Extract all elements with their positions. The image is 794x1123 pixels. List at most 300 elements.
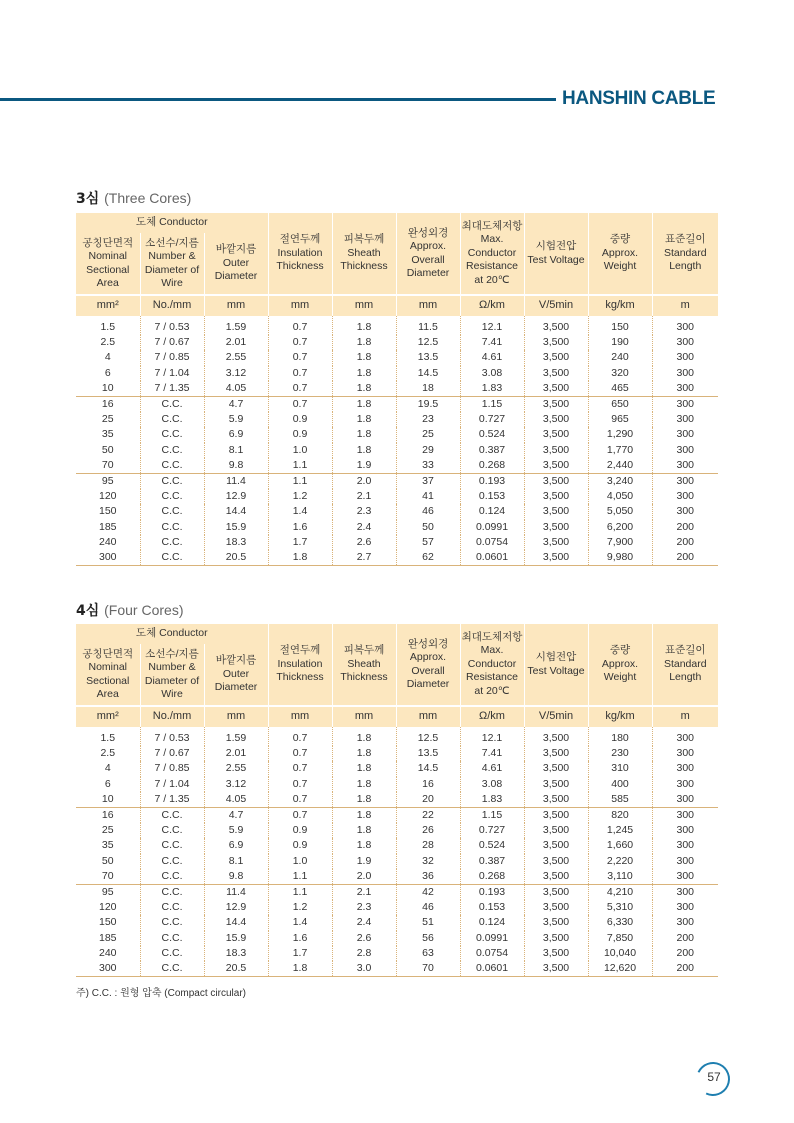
table-cell: 1.8 [332, 412, 396, 427]
table-cell: 0.524 [460, 427, 524, 442]
table-cell: 46 [396, 900, 460, 915]
table-cell: 50 [101, 443, 114, 456]
table-cell: 0.0754 [460, 535, 524, 550]
table-cell: 3.08 [460, 366, 524, 381]
table-cell: 3,500 [524, 727, 588, 746]
unit-cell: mm [332, 706, 396, 727]
table-cell: 1,290 [588, 427, 652, 442]
table-cell: 1.1 [268, 869, 332, 885]
table-cell: 1.7 [268, 946, 332, 961]
table-cell: 3,500 [524, 381, 588, 397]
table-cell: 5,050 [588, 504, 652, 519]
table-cell: 200 [652, 946, 718, 961]
table-cell: 32 [396, 854, 460, 869]
table-cell: 965 [588, 412, 652, 427]
table-cell: 0.7 [268, 381, 332, 397]
table-cell: 7.41 [460, 335, 524, 350]
table-cell: 3,500 [524, 535, 588, 550]
table-cell: 1.2 [268, 489, 332, 504]
table-cell: 1.83 [460, 792, 524, 808]
page-number: 57 [707, 1070, 721, 1084]
table-row [76, 961, 718, 977]
table-cell: 7 / 1.04 [140, 366, 204, 381]
table-cell: 1.8 [332, 838, 396, 853]
table-cell: 9.8 [204, 869, 268, 885]
unit-cell: mm [396, 295, 460, 316]
table-cell: 2.6 [332, 535, 396, 550]
table-cell: 3,500 [524, 335, 588, 350]
table-cell: C.C. [140, 443, 204, 458]
table-cell: 41 [396, 489, 460, 504]
resistance-header: 최대도체저항 Max. Conductor Resistance at 20℃ [460, 213, 524, 295]
unit-cell: m [652, 706, 718, 727]
table-cell: 650 [588, 397, 652, 413]
table-cell: 16 [76, 808, 140, 824]
table-cell: 2.1 [332, 489, 396, 504]
unit-cell: No./mm [140, 295, 204, 316]
table-cell: 3,500 [524, 520, 588, 535]
table-cell: 0.7 [268, 727, 332, 746]
table-cell: C.C. [140, 504, 204, 519]
table-cell: 3,500 [524, 777, 588, 792]
table-row [76, 727, 718, 746]
test-voltage-header: 시험전압 Test Voltage [524, 213, 588, 295]
table-cell: 2.3 [332, 504, 396, 519]
unit-cell: mm [204, 295, 268, 316]
table-cell: 3,500 [524, 900, 588, 915]
table-cell: 200 [652, 520, 718, 535]
wire-header: 소선수/지름 Number & Diameter of Wire [140, 233, 204, 295]
table-cell: 1.8 [332, 746, 396, 761]
table-cell: 14.4 [204, 915, 268, 930]
table-cell: 4.61 [460, 350, 524, 365]
table-cell: 3,500 [524, 854, 588, 869]
table-row [76, 427, 718, 442]
table-cell: 6 [104, 777, 111, 790]
table-cell: 240 [98, 946, 117, 959]
table-cell: 1,770 [588, 443, 652, 458]
table-cell: C.C. [140, 838, 204, 853]
table-cell: 1.8 [332, 727, 396, 746]
table-row [76, 397, 718, 413]
sheath-header: 피복두께 Sheath Thickness [332, 213, 396, 295]
table-cell: 465 [588, 381, 652, 397]
table-cell: 300 [652, 915, 718, 930]
table-cell: 25 [101, 824, 114, 837]
table-cell: 1.8 [332, 823, 396, 838]
table-cell: 0.9 [268, 838, 332, 853]
wire-header: 소선수/지름 Number & Diameter of Wire [140, 644, 204, 706]
table-cell: 0.124 [460, 915, 524, 930]
table-cell: C.C. [140, 946, 204, 961]
table-cell: 23 [396, 412, 460, 427]
footnote: 주) C.C. : 원형 압축 (Compact circular) [76, 988, 246, 999]
table-cell: 300 [652, 761, 718, 776]
table-cell: 2.5 [100, 747, 116, 760]
table-cell: 70 [101, 869, 114, 882]
table-cell: 0.7 [268, 808, 332, 824]
table-cell: 300 [652, 900, 718, 915]
unit-cell: mm² [76, 706, 140, 727]
table-cell: 18.3 [204, 946, 268, 961]
unit-cell: kg/km [588, 706, 652, 727]
table-cell: 0.7 [268, 316, 332, 335]
table-cell: 1.8 [332, 777, 396, 792]
table-row [76, 412, 718, 427]
table-cell: 1,660 [588, 838, 652, 853]
table-cell: 3.0 [332, 961, 396, 977]
table-cell: 2.01 [204, 335, 268, 350]
table-cell: 300 [652, 366, 718, 381]
table-cell: 0.153 [460, 900, 524, 915]
table-cell: 240 [588, 350, 652, 365]
length-header: 표준길이 Standard Length [652, 624, 718, 706]
table-cell: 14.4 [204, 504, 268, 519]
table-cell: 310 [588, 761, 652, 776]
table-cell: 15.9 [204, 931, 268, 946]
table-cell: 585 [588, 792, 652, 808]
table-cell: 300 [652, 854, 718, 869]
table-cell: 7 / 0.53 [140, 316, 204, 335]
table-cell: C.C. [140, 458, 204, 474]
table-cell: 0.193 [460, 885, 524, 901]
table-cell: 35 [101, 428, 114, 441]
table-row [76, 900, 718, 915]
table-cell: 300 [652, 427, 718, 442]
table-cell: 56 [396, 931, 460, 946]
table-row [76, 746, 718, 761]
table-cell: 28 [396, 838, 460, 853]
table-row [76, 474, 718, 490]
conductor-group-header: 도체 Conductor [76, 213, 268, 233]
table-cell: 1.1 [268, 885, 332, 901]
table-cell: 2.7 [332, 550, 396, 566]
table-cell: 0.7 [268, 335, 332, 350]
outer-diameter-header: 바깥지름 Outer Diameter [204, 644, 268, 706]
table-cell: 1.4 [268, 504, 332, 519]
table-row [76, 885, 718, 901]
table-cell: 57 [396, 535, 460, 550]
table-cell: 7,850 [588, 931, 652, 946]
table-cell: 1.0 [268, 443, 332, 458]
table-cell: 185 [98, 520, 117, 533]
table-cell: 33 [396, 458, 460, 474]
table-cell: C.C. [140, 869, 204, 885]
table-cell: 300 [76, 961, 140, 977]
table-cell: 7 / 0.85 [140, 761, 204, 776]
table-cell: 1.8 [332, 443, 396, 458]
table-cell: 4,210 [588, 885, 652, 901]
table-cell: 95 [76, 474, 140, 490]
table-cell: 3,500 [524, 316, 588, 335]
table-cell: 0.7 [268, 397, 332, 413]
table-cell: 2.0 [332, 869, 396, 885]
table-cell: 300 [652, 397, 718, 413]
table-row [76, 777, 718, 792]
table-cell: 12.1 [460, 316, 524, 335]
table-cell: 50 [396, 520, 460, 535]
header-rule [0, 98, 556, 101]
table-cell: 2.5 [100, 336, 116, 349]
table-cell: 3,500 [524, 504, 588, 519]
table-cell: 2.4 [332, 915, 396, 930]
table-cell: 185 [98, 931, 117, 944]
table-cell: 150 [588, 316, 652, 335]
table-cell: 4.05 [204, 381, 268, 397]
test-voltage-header: 시험전압 Test Voltage [524, 624, 588, 706]
table-cell: 1.83 [460, 381, 524, 397]
table-cell: 36 [396, 869, 460, 885]
table-cell: 300 [652, 869, 718, 885]
table-row [76, 838, 718, 853]
table-cell: 230 [588, 746, 652, 761]
table-row [76, 931, 718, 946]
table-cell: 1.8 [332, 316, 396, 335]
table-row [76, 520, 718, 535]
table-cell: 0.268 [460, 869, 524, 885]
table-cell: 200 [652, 961, 718, 977]
table-cell: 12,620 [588, 961, 652, 977]
table-cell: 3,500 [524, 808, 588, 824]
table-cell: 3,500 [524, 761, 588, 776]
table-cell: 2.6 [332, 931, 396, 946]
table-cell: 200 [652, 550, 718, 566]
unit-cell: V/5min [524, 706, 588, 727]
table-cell: 0.7 [268, 350, 332, 365]
table-cell: 4 [104, 762, 111, 775]
table-cell: 1.9 [332, 458, 396, 474]
table-cell: 0.7 [268, 777, 332, 792]
table-cell: 320 [588, 366, 652, 381]
section-title-kr: 4심 [76, 603, 100, 619]
table-cell: 0.0601 [460, 961, 524, 977]
table-cell: 19.5 [396, 397, 460, 413]
table-row [76, 381, 718, 397]
table-cell: 3,500 [524, 550, 588, 566]
table-cell: 300 [652, 823, 718, 838]
unit-cell: mm [332, 295, 396, 316]
table-cell: 62 [396, 550, 460, 566]
table-cell: 1.2 [268, 900, 332, 915]
table-cell: 3,500 [524, 746, 588, 761]
table-cell: 1.8 [332, 792, 396, 808]
table-cell: 200 [652, 535, 718, 550]
table-cell: C.C. [140, 931, 204, 946]
resistance-header: 최대도체저항 Max. Conductor Resistance at 20℃ [460, 624, 524, 706]
unit-cell: kg/km [588, 295, 652, 316]
table-cell: 120 [98, 901, 117, 914]
table-cell: 1.6 [268, 520, 332, 535]
table-cell: 12.5 [396, 335, 460, 350]
table-cell: C.C. [140, 854, 204, 869]
table-cell: 10,040 [588, 946, 652, 961]
table-row [76, 458, 718, 474]
table-cell: 0.7 [268, 792, 332, 808]
table-cell: 22 [396, 808, 460, 824]
table-cell: 300 [652, 443, 718, 458]
table-cell: 0.153 [460, 489, 524, 504]
table-cell: 1.8 [332, 761, 396, 776]
table-cell: 5.9 [204, 823, 268, 838]
table-cell: C.C. [140, 397, 204, 413]
table-cell: 7 / 1.35 [140, 792, 204, 808]
table-cell: 1.15 [460, 397, 524, 413]
table-cell: 25 [101, 413, 114, 426]
table-cell: 12.5 [396, 727, 460, 746]
table-row [76, 869, 718, 885]
table-cell: 1.5 [100, 321, 116, 333]
table-cell: 1.59 [204, 727, 268, 746]
table-cell: 16 [76, 397, 140, 413]
table-cell: 3.12 [204, 777, 268, 792]
table-cell: 240 [98, 535, 117, 548]
table-cell: 6.9 [204, 838, 268, 853]
table-cell: 1.15 [460, 808, 524, 824]
table-cell: 0.0991 [460, 931, 524, 946]
table-cell: 400 [588, 777, 652, 792]
table-cell: 20.5 [204, 550, 268, 566]
table-row [76, 792, 718, 808]
table-cell: 16 [396, 777, 460, 792]
table-cell: 300 [652, 350, 718, 365]
unit-cell: V/5min [524, 295, 588, 316]
table-cell: 6 [104, 366, 111, 379]
table-cell: 1.8 [332, 366, 396, 381]
table-cell: 18.3 [204, 535, 268, 550]
table-cell: 7 / 0.67 [140, 746, 204, 761]
table-cell: 35 [101, 839, 114, 852]
unit-cell: mm [268, 295, 332, 316]
table-cell: 0.0754 [460, 946, 524, 961]
table-cell: 1.8 [332, 335, 396, 350]
table-cell: 1.8 [268, 550, 332, 566]
table-cell: C.C. [140, 885, 204, 901]
section-title-three-cores [76, 188, 191, 208]
table-cell: C.C. [140, 823, 204, 838]
table-cell: 1.7 [268, 535, 332, 550]
outer-diameter-header: 바깥지름 Outer Diameter [204, 233, 268, 295]
table-cell: 0.7 [268, 746, 332, 761]
table-cell: 7 / 0.53 [140, 727, 204, 746]
table-cell: 1.4 [268, 915, 332, 930]
table-cell: 3,500 [524, 474, 588, 490]
table-cell: 1.8 [332, 808, 396, 824]
unit-cell: mm [268, 706, 332, 727]
table-cell: C.C. [140, 915, 204, 930]
table-cell: 42 [396, 885, 460, 901]
section-title-four-cores [76, 600, 184, 620]
table-cell: 4.05 [204, 792, 268, 808]
table-cell: 300 [652, 808, 718, 824]
area-header: 공칭단면적 Nominal Sectional Area [76, 644, 140, 706]
table-cell: 3,500 [524, 869, 588, 885]
table-cell: 2.8 [332, 946, 396, 961]
table-cell: 12.9 [204, 900, 268, 915]
table-cell: 2,440 [588, 458, 652, 474]
table-row [76, 761, 718, 776]
table-cell: 5,310 [588, 900, 652, 915]
unit-cell: Ω/km [460, 706, 524, 727]
table-cell: 300 [652, 504, 718, 519]
table-cell: 7,900 [588, 535, 652, 550]
table-cell: 0.9 [268, 427, 332, 442]
table-cell: 25 [396, 427, 460, 442]
table-cell: 300 [652, 777, 718, 792]
table-cell: C.C. [140, 427, 204, 442]
table-cell: 3,500 [524, 823, 588, 838]
table-cell: 2.01 [204, 746, 268, 761]
table-cell: 2.1 [332, 885, 396, 901]
table-cell: 3,500 [524, 458, 588, 474]
table-cell: 1.8 [332, 427, 396, 442]
table-cell: 3,240 [588, 474, 652, 490]
table-cell: C.C. [140, 900, 204, 915]
table-cell: 1.0 [268, 854, 332, 869]
table-row [76, 823, 718, 838]
table-cell: 2.4 [332, 520, 396, 535]
table-cell: 11.5 [396, 316, 460, 335]
three-cores-table [76, 213, 718, 566]
table-row [76, 915, 718, 930]
weight-header: 중량 Approx. Weight [588, 213, 652, 295]
table-cell: 0.7 [268, 761, 332, 776]
table-cell: 6,200 [588, 520, 652, 535]
table-row [76, 946, 718, 961]
table-cell: C.C. [140, 412, 204, 427]
table-cell: 3,500 [524, 427, 588, 442]
table-cell: 70 [101, 458, 114, 471]
table-cell: 63 [396, 946, 460, 961]
table-cell: 3,500 [524, 961, 588, 977]
table-cell: 14.5 [396, 366, 460, 381]
table-cell: 1.9 [332, 854, 396, 869]
table-cell: 13.5 [396, 350, 460, 365]
table-cell: 3,500 [524, 946, 588, 961]
table-cell: 4 [104, 351, 111, 364]
table-cell: 300 [652, 838, 718, 853]
table-cell: 3,110 [588, 869, 652, 885]
table-row [76, 443, 718, 458]
table-cell: 12.9 [204, 489, 268, 504]
table-cell: 820 [588, 808, 652, 824]
table-cell: C.C. [140, 961, 204, 977]
table-row [76, 316, 718, 335]
table-cell: 2,220 [588, 854, 652, 869]
table-cell: 1.8 [268, 961, 332, 977]
table-cell: C.C. [140, 550, 204, 566]
table-cell: 300 [652, 746, 718, 761]
table-cell: 3,500 [524, 412, 588, 427]
unit-cell: mm² [76, 295, 140, 316]
table-cell: 180 [588, 727, 652, 746]
table-cell: 3.08 [460, 777, 524, 792]
table-cell: 5.9 [204, 412, 268, 427]
table-cell: 1.5 [100, 732, 116, 744]
table-cell: 10 [101, 792, 114, 805]
table-cell: 4.61 [460, 761, 524, 776]
table-cell: 3,500 [524, 366, 588, 381]
table-cell: 9,980 [588, 550, 652, 566]
conductor-group-header: 도체 Conductor [76, 624, 268, 644]
table-cell: 120 [98, 490, 117, 503]
unit-cell: mm [396, 706, 460, 727]
table-cell: 10 [101, 381, 114, 394]
table-cell: C.C. [140, 489, 204, 504]
table-cell: C.C. [140, 520, 204, 535]
table-cell: 37 [396, 474, 460, 490]
unit-cell: No./mm [140, 706, 204, 727]
table-cell: 1.8 [332, 381, 396, 397]
